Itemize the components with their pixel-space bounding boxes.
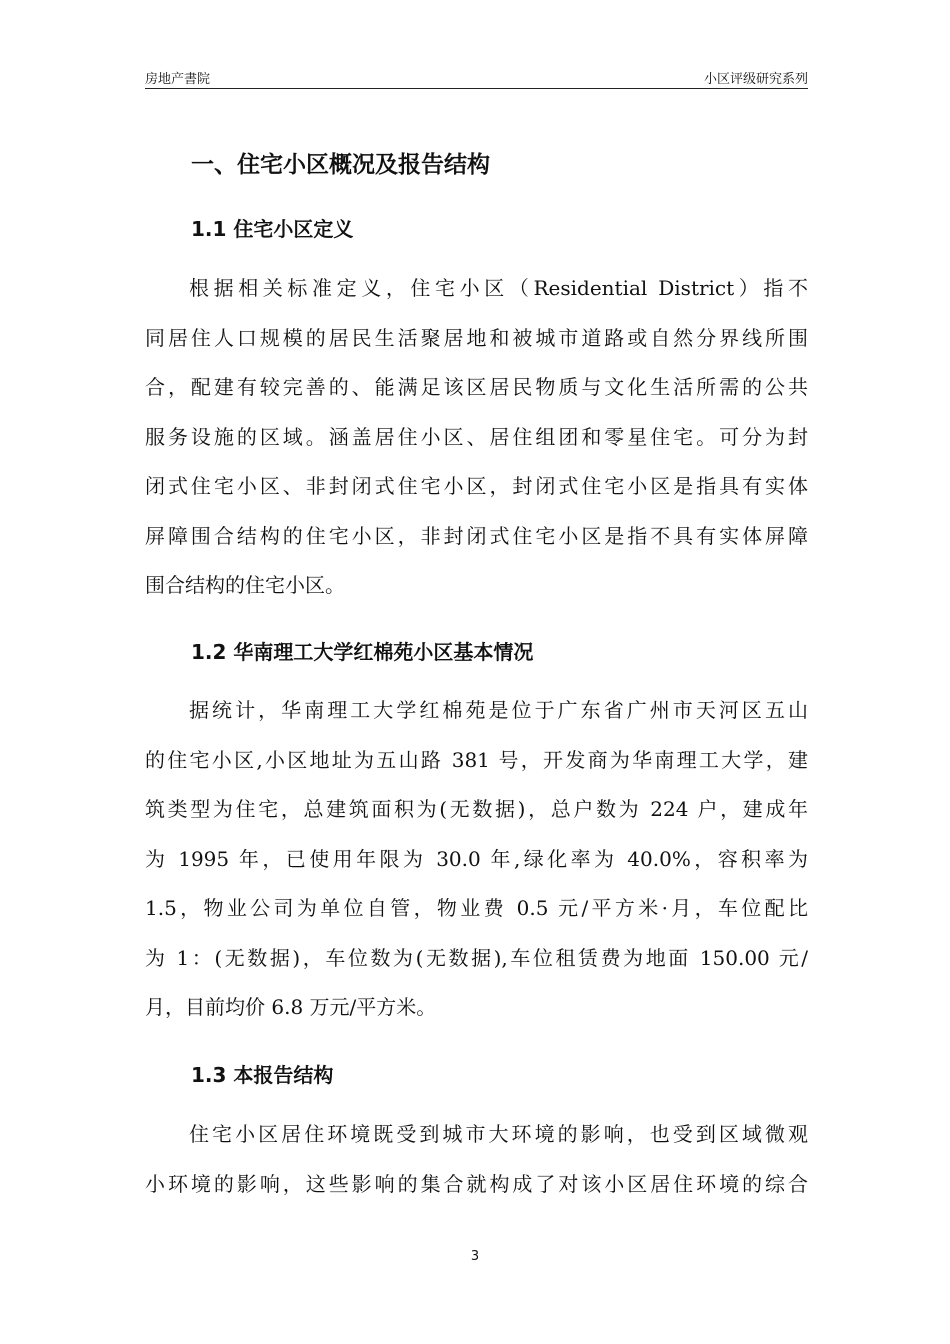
paragraph-line: 为 1995 年，已使用年限为 30.0 年,绿化率为 40.0%，容积率为: [145, 846, 808, 871]
paragraph-line: 屏障围合结构的住宅小区，非封闭式住宅小区是指不具有实体屏障: [145, 523, 808, 548]
paragraph-line: 住宅小区居住环境既受到城市大环境的影响，也受到区域微观: [189, 1122, 808, 1146]
paragraph-line: 同居住人口规模的居民生活聚居地和被城市道路或自然分界线所围: [145, 325, 808, 350]
subsection-title-1-3: 1.3 本报告结构: [191, 1063, 334, 1087]
paragraph-line: 1.5，物业公司为单位自管，物业费 0.5 元/平方米·月，车位配比: [145, 896, 808, 920]
paragraph-line: 月，目前均价 6.8 万元/平方米。: [145, 995, 437, 1019]
paragraph-definition: [145, 264, 808, 611]
subsection-title-1-1: 1.1 住宅小区定义: [191, 217, 354, 241]
paragraph-line: 服务设施的区域。涵盖居住小区、居住组团和零星住宅。可分为封: [145, 424, 808, 449]
paragraph-line: 围合结构的住宅小区。: [145, 573, 345, 597]
paragraph-line: 闭式住宅小区、非封闭式住宅小区，封闭式住宅小区是指具有实体: [145, 474, 808, 498]
section-title-1: 一、住宅小区概况及报告结构: [191, 152, 490, 178]
paragraph-line: 合，配建有较完善的、能满足该区居民物质与文化生活所需的公共: [145, 375, 808, 399]
page-header: [145, 66, 808, 89]
subsection-title-1-2: 1.2 华南理工大学红棉苑小区基本情况: [191, 640, 534, 664]
paragraph-line: 根据相关标准定义，住宅小区（Residential District）指不: [189, 276, 808, 300]
paragraph-report-structure: [145, 1110, 808, 1209]
paragraph-line: 的住宅小区,小区地址为五山路 381 号，开发商为华南理工大学，建: [145, 747, 808, 772]
paragraph-community-info: [145, 686, 808, 1033]
paragraph-line: 据统计，华南理工大学红棉苑是位于广东省广州市天河区五山: [189, 698, 808, 722]
paragraph-line: 小环境的影响，这些影响的集合就构成了对该小区居住环境的综合: [145, 1171, 808, 1196]
header-publisher: 房地产書院: [145, 72, 211, 87]
paragraph-line: 筑类型为住宅，总建筑面积为(无数据)，总户数为 224 户，建成年: [145, 797, 808, 821]
header-series-title: 小区评级研究系列: [703, 72, 808, 87]
paragraph-line: 为 1：(无数据)，车位数为(无数据),车位租赁费为地面 150.00 元/: [145, 945, 808, 970]
page-number: 3: [470, 1249, 480, 1264]
